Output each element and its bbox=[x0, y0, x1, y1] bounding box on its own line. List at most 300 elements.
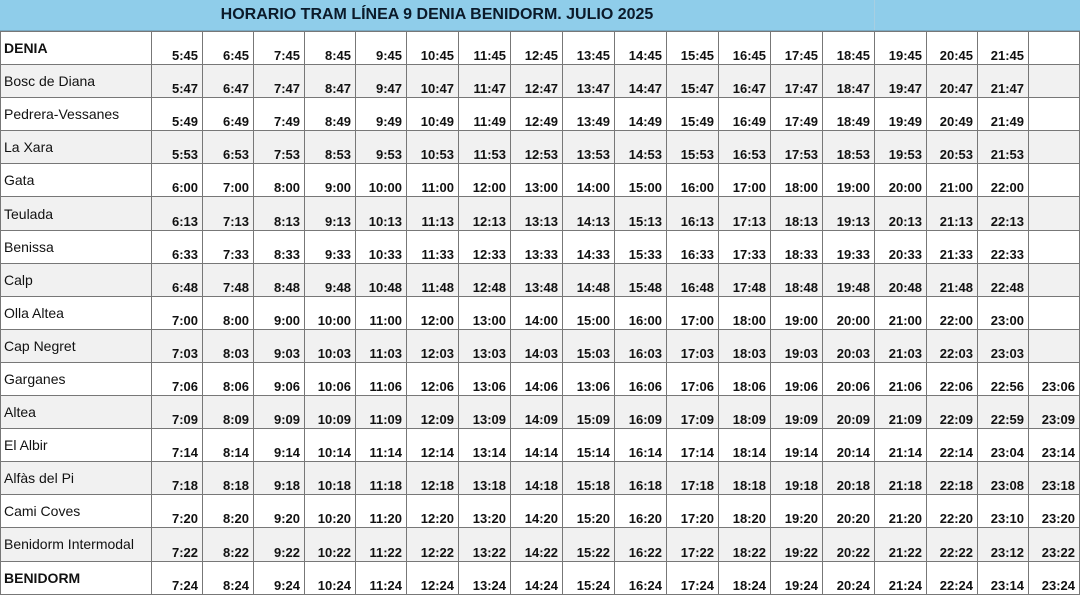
departure-time: 6:53 bbox=[203, 131, 254, 164]
departure-time: 8:45 bbox=[305, 32, 356, 65]
departure-time: 7:00 bbox=[203, 164, 254, 197]
departure-time: 17:14 bbox=[667, 429, 719, 462]
departure-time: 22:22 bbox=[927, 528, 978, 561]
departure-time: 8:47 bbox=[305, 65, 356, 98]
departure-time: 16:49 bbox=[719, 98, 771, 131]
departure-time: 23:00 bbox=[978, 296, 1029, 329]
departure-time: 15:00 bbox=[615, 164, 667, 197]
departure-time: 17:49 bbox=[771, 98, 823, 131]
departure-time: 12:22 bbox=[407, 528, 459, 561]
departure-time: 23:12 bbox=[978, 528, 1029, 561]
departure-time: 22:18 bbox=[927, 462, 978, 495]
departure-time bbox=[1029, 98, 1080, 131]
departure-time: 14:13 bbox=[563, 197, 615, 230]
departure-time: 22:59 bbox=[978, 396, 1029, 429]
departure-time: 12:03 bbox=[407, 329, 459, 362]
departure-time: 17:09 bbox=[667, 396, 719, 429]
departure-time: 12:48 bbox=[459, 263, 511, 296]
departure-time: 9:24 bbox=[254, 561, 305, 594]
departure-time bbox=[1029, 263, 1080, 296]
departure-time: 9:47 bbox=[356, 65, 407, 98]
departure-time: 10:45 bbox=[407, 32, 459, 65]
departure-time: 23:10 bbox=[978, 495, 1029, 528]
stop-name: Benidorm Intermodal bbox=[1, 528, 152, 561]
departure-time: 14:24 bbox=[511, 561, 563, 594]
departure-time: 16:22 bbox=[615, 528, 667, 561]
departure-time: 21:03 bbox=[875, 329, 927, 362]
departure-time: 21:49 bbox=[978, 98, 1029, 131]
departure-time: 23:22 bbox=[1029, 528, 1080, 561]
departure-time: 20:53 bbox=[927, 131, 978, 164]
departure-time: 13:47 bbox=[563, 65, 615, 98]
departure-time: 15:48 bbox=[615, 263, 667, 296]
departure-time: 12:47 bbox=[511, 65, 563, 98]
departure-time: 7:47 bbox=[254, 65, 305, 98]
departure-time: 7:00 bbox=[152, 296, 203, 329]
departure-time: 10:48 bbox=[356, 263, 407, 296]
departure-time: 16:14 bbox=[615, 429, 667, 462]
departure-time: 11:48 bbox=[407, 263, 459, 296]
departure-time: 7:33 bbox=[203, 230, 254, 263]
table-row bbox=[1, 230, 1080, 263]
departure-time bbox=[1029, 131, 1080, 164]
departure-time: 11:00 bbox=[407, 164, 459, 197]
departure-time: 9:06 bbox=[254, 362, 305, 395]
departure-time: 20:49 bbox=[927, 98, 978, 131]
departure-time: 23:03 bbox=[978, 329, 1029, 362]
departure-time: 18:00 bbox=[719, 296, 771, 329]
stop-name: Altea bbox=[1, 396, 152, 429]
departure-time: 14:09 bbox=[511, 396, 563, 429]
departure-time: 7:13 bbox=[203, 197, 254, 230]
departure-time: 15:18 bbox=[563, 462, 615, 495]
departure-time: 11:03 bbox=[356, 329, 407, 362]
departure-time: 16:00 bbox=[667, 164, 719, 197]
departure-time: 21:48 bbox=[927, 263, 978, 296]
departure-time: 5:49 bbox=[152, 98, 203, 131]
departure-time: 7:49 bbox=[254, 98, 305, 131]
page-title: HORARIO TRAM LÍNEA 9 DENIA BENIDORM. JULIO 2025 bbox=[220, 6, 654, 23]
departure-time: 7:22 bbox=[152, 528, 203, 561]
table-row bbox=[1, 561, 1080, 594]
departure-time: 23:14 bbox=[1029, 429, 1080, 462]
departure-time: 22:48 bbox=[978, 263, 1029, 296]
stop-name: El Albir bbox=[1, 429, 152, 462]
departure-time: 5:47 bbox=[152, 65, 203, 98]
departure-time: 12:18 bbox=[407, 462, 459, 495]
departure-time: 20:22 bbox=[823, 528, 875, 561]
departure-time: 8:13 bbox=[254, 197, 305, 230]
departure-time: 21:45 bbox=[978, 32, 1029, 65]
departure-time bbox=[1029, 329, 1080, 362]
departure-time: 6:47 bbox=[203, 65, 254, 98]
departure-time: 9:22 bbox=[254, 528, 305, 561]
departure-time: 14:22 bbox=[511, 528, 563, 561]
departure-time: 12:14 bbox=[407, 429, 459, 462]
departure-time: 9:03 bbox=[254, 329, 305, 362]
departure-time: 16:47 bbox=[719, 65, 771, 98]
table-row bbox=[1, 164, 1080, 197]
departure-time: 10:14 bbox=[305, 429, 356, 462]
departure-time: 5:45 bbox=[152, 32, 203, 65]
departure-time: 17:06 bbox=[667, 362, 719, 395]
departure-time: 18:14 bbox=[719, 429, 771, 462]
departure-time: 11:24 bbox=[356, 561, 407, 594]
departure-time: 21:06 bbox=[875, 362, 927, 395]
departure-time: 13:33 bbox=[511, 230, 563, 263]
departure-time: 14:49 bbox=[615, 98, 667, 131]
departure-time: 13:49 bbox=[563, 98, 615, 131]
departure-time: 10:49 bbox=[407, 98, 459, 131]
departure-time: 13:13 bbox=[511, 197, 563, 230]
departure-time: 13:48 bbox=[511, 263, 563, 296]
departure-time: 15:47 bbox=[667, 65, 719, 98]
departure-time: 16:48 bbox=[667, 263, 719, 296]
departure-time: 12:20 bbox=[407, 495, 459, 528]
table-row bbox=[1, 32, 1080, 65]
departure-time: 16:13 bbox=[667, 197, 719, 230]
departure-time: 22:06 bbox=[927, 362, 978, 395]
departure-time: 10:47 bbox=[407, 65, 459, 98]
departure-time: 18:47 bbox=[823, 65, 875, 98]
departure-time: 21:18 bbox=[875, 462, 927, 495]
departure-time: 11:00 bbox=[356, 296, 407, 329]
departure-time: 12:45 bbox=[511, 32, 563, 65]
departure-time: 16:09 bbox=[615, 396, 667, 429]
stop-name: Cap Negret bbox=[1, 329, 152, 362]
departure-time: 8:14 bbox=[203, 429, 254, 462]
departure-time: 20:00 bbox=[823, 296, 875, 329]
departure-time: 20:18 bbox=[823, 462, 875, 495]
departure-time: 17:18 bbox=[667, 462, 719, 495]
table-row bbox=[1, 98, 1080, 131]
departure-time: 6:48 bbox=[152, 263, 203, 296]
departure-time: 8:18 bbox=[203, 462, 254, 495]
departure-time: 13:22 bbox=[459, 528, 511, 561]
departure-time: 22:13 bbox=[978, 197, 1029, 230]
departure-time: 16:33 bbox=[667, 230, 719, 263]
departure-time: 11:47 bbox=[459, 65, 511, 98]
departure-time: 15:53 bbox=[667, 131, 719, 164]
departure-time: 15:45 bbox=[667, 32, 719, 65]
departure-time: 11:33 bbox=[407, 230, 459, 263]
table-row bbox=[1, 429, 1080, 462]
departure-time: 15:03 bbox=[563, 329, 615, 362]
departure-time bbox=[1029, 197, 1080, 230]
departure-time: 12:09 bbox=[407, 396, 459, 429]
departure-time: 8:49 bbox=[305, 98, 356, 131]
departure-time: 13:20 bbox=[459, 495, 511, 528]
departure-time: 10:06 bbox=[305, 362, 356, 395]
departure-time: 19:20 bbox=[771, 495, 823, 528]
departure-time: 10:09 bbox=[305, 396, 356, 429]
departure-time: 7:20 bbox=[152, 495, 203, 528]
departure-time: 21:13 bbox=[927, 197, 978, 230]
departure-time: 23:20 bbox=[1029, 495, 1080, 528]
departure-time: 23:06 bbox=[1029, 362, 1080, 395]
departure-time: 11:20 bbox=[356, 495, 407, 528]
departure-time: 11:45 bbox=[459, 32, 511, 65]
departure-time bbox=[1029, 32, 1080, 65]
departure-time: 14:45 bbox=[615, 32, 667, 65]
departure-time: 15:22 bbox=[563, 528, 615, 561]
departure-time: 15:09 bbox=[563, 396, 615, 429]
departure-time: 17:00 bbox=[667, 296, 719, 329]
departure-time: 13:03 bbox=[459, 329, 511, 362]
departure-time: 21:53 bbox=[978, 131, 1029, 164]
departure-time: 23:18 bbox=[1029, 462, 1080, 495]
departure-time: 16:00 bbox=[615, 296, 667, 329]
departure-time: 21:22 bbox=[875, 528, 927, 561]
departure-time: 12:00 bbox=[407, 296, 459, 329]
departure-time: 9:09 bbox=[254, 396, 305, 429]
departure-time: 17:00 bbox=[719, 164, 771, 197]
departure-time: 21:20 bbox=[875, 495, 927, 528]
departure-time: 8:06 bbox=[203, 362, 254, 395]
departure-time: 8:20 bbox=[203, 495, 254, 528]
departure-time: 10:13 bbox=[356, 197, 407, 230]
departure-time: 13:45 bbox=[563, 32, 615, 65]
table-row bbox=[1, 263, 1080, 296]
departure-time: 12:49 bbox=[511, 98, 563, 131]
departure-time: 5:53 bbox=[152, 131, 203, 164]
departure-time: 11:22 bbox=[356, 528, 407, 561]
departure-time bbox=[1029, 230, 1080, 263]
departure-time: 23:14 bbox=[978, 561, 1029, 594]
table-row bbox=[1, 65, 1080, 98]
departure-time: 17:53 bbox=[771, 131, 823, 164]
departure-time: 16:20 bbox=[615, 495, 667, 528]
departure-time: 19:45 bbox=[875, 32, 927, 65]
departure-time: 18:00 bbox=[771, 164, 823, 197]
departure-time: 6:45 bbox=[203, 32, 254, 65]
departure-time: 19:22 bbox=[771, 528, 823, 561]
departure-time: 21:00 bbox=[875, 296, 927, 329]
departure-time: 14:00 bbox=[563, 164, 615, 197]
departure-time: 9:13 bbox=[305, 197, 356, 230]
departure-time: 9:53 bbox=[356, 131, 407, 164]
table-row bbox=[1, 528, 1080, 561]
departure-time: 8:00 bbox=[254, 164, 305, 197]
departure-time: 17:47 bbox=[771, 65, 823, 98]
departure-time: 18:48 bbox=[771, 263, 823, 296]
departure-time: 10:03 bbox=[305, 329, 356, 362]
departure-time: 20:09 bbox=[823, 396, 875, 429]
departure-time: 6:49 bbox=[203, 98, 254, 131]
departure-time: 11:06 bbox=[356, 362, 407, 395]
table-row bbox=[1, 462, 1080, 495]
departure-time: 22:09 bbox=[927, 396, 978, 429]
stop-name: Calp bbox=[1, 263, 152, 296]
stop-name: Teulada bbox=[1, 197, 152, 230]
departure-time: 23:08 bbox=[978, 462, 1029, 495]
departure-time: 12:13 bbox=[459, 197, 511, 230]
departure-time: 21:00 bbox=[927, 164, 978, 197]
departure-time: 14:48 bbox=[563, 263, 615, 296]
departure-time: 9:00 bbox=[305, 164, 356, 197]
departure-time: 20:20 bbox=[823, 495, 875, 528]
departure-time: 20:13 bbox=[875, 197, 927, 230]
departure-time: 12:53 bbox=[511, 131, 563, 164]
departure-time: 19:00 bbox=[771, 296, 823, 329]
stop-name: Garganes bbox=[1, 362, 152, 395]
departure-time: 13:00 bbox=[511, 164, 563, 197]
departure-time: 14:20 bbox=[511, 495, 563, 528]
stop-name: Pedrera-Vessanes bbox=[1, 98, 152, 131]
departure-time: 17:22 bbox=[667, 528, 719, 561]
departure-time: 18:22 bbox=[719, 528, 771, 561]
departure-time: 6:13 bbox=[152, 197, 203, 230]
departure-time: 7:45 bbox=[254, 32, 305, 65]
departure-time: 18:45 bbox=[823, 32, 875, 65]
departure-time: 19:18 bbox=[771, 462, 823, 495]
departure-time: 18:20 bbox=[719, 495, 771, 528]
departure-time: 16:24 bbox=[615, 561, 667, 594]
departure-time: 9:14 bbox=[254, 429, 305, 462]
departure-time: 7:14 bbox=[152, 429, 203, 462]
departure-time: 9:20 bbox=[254, 495, 305, 528]
departure-time: 7:48 bbox=[203, 263, 254, 296]
table-row bbox=[1, 362, 1080, 395]
table-row bbox=[1, 131, 1080, 164]
departure-time: 23:09 bbox=[1029, 396, 1080, 429]
departure-time: 20:48 bbox=[875, 263, 927, 296]
departure-time: 21:33 bbox=[927, 230, 978, 263]
departure-time: 15:14 bbox=[563, 429, 615, 462]
departure-time: 21:47 bbox=[978, 65, 1029, 98]
departure-time: 19:47 bbox=[875, 65, 927, 98]
departure-time: 18:49 bbox=[823, 98, 875, 131]
departure-time: 13:00 bbox=[459, 296, 511, 329]
stop-name: Benissa bbox=[1, 230, 152, 263]
title-divider bbox=[874, 0, 875, 30]
departure-time: 14:47 bbox=[615, 65, 667, 98]
departure-time: 7:03 bbox=[152, 329, 203, 362]
departure-time: 10:20 bbox=[305, 495, 356, 528]
departure-time: 19:53 bbox=[875, 131, 927, 164]
departure-time: 22:00 bbox=[927, 296, 978, 329]
departure-time: 14:33 bbox=[563, 230, 615, 263]
table-row bbox=[1, 396, 1080, 429]
departure-time: 20:33 bbox=[875, 230, 927, 263]
stop-name: Cami Coves bbox=[1, 495, 152, 528]
departure-time: 18:53 bbox=[823, 131, 875, 164]
departure-time: 15:33 bbox=[615, 230, 667, 263]
departure-time: 7:18 bbox=[152, 462, 203, 495]
departure-time: 9:45 bbox=[356, 32, 407, 65]
departure-time: 22:00 bbox=[978, 164, 1029, 197]
departure-time: 14:06 bbox=[511, 362, 563, 395]
departure-time: 9:48 bbox=[305, 263, 356, 296]
departure-time: 19:13 bbox=[823, 197, 875, 230]
schedule-body bbox=[1, 32, 1080, 595]
departure-time: 14:00 bbox=[511, 296, 563, 329]
departure-time: 22:20 bbox=[927, 495, 978, 528]
departure-time bbox=[1029, 296, 1080, 329]
departure-time: 20:06 bbox=[823, 362, 875, 395]
departure-time: 12:00 bbox=[459, 164, 511, 197]
departure-time: 15:00 bbox=[563, 296, 615, 329]
departure-time: 20:14 bbox=[823, 429, 875, 462]
departure-time: 17:13 bbox=[719, 197, 771, 230]
departure-time: 20:24 bbox=[823, 561, 875, 594]
departure-time: 16:45 bbox=[719, 32, 771, 65]
departure-time: 11:14 bbox=[356, 429, 407, 462]
departure-time: 7:53 bbox=[254, 131, 305, 164]
departure-time: 21:24 bbox=[875, 561, 927, 594]
departure-time: 19:06 bbox=[771, 362, 823, 395]
table-row bbox=[1, 296, 1080, 329]
departure-time: 12:33 bbox=[459, 230, 511, 263]
departure-time: 14:18 bbox=[511, 462, 563, 495]
departure-time: 10:00 bbox=[356, 164, 407, 197]
departure-time: 10:33 bbox=[356, 230, 407, 263]
departure-time: 17:20 bbox=[667, 495, 719, 528]
departure-time: 21:09 bbox=[875, 396, 927, 429]
departure-time: 15:49 bbox=[667, 98, 719, 131]
table-row bbox=[1, 495, 1080, 528]
departure-time: 13:18 bbox=[459, 462, 511, 495]
departure-time: 18:18 bbox=[719, 462, 771, 495]
departure-time: 8:03 bbox=[203, 329, 254, 362]
departure-time: 18:24 bbox=[719, 561, 771, 594]
title-bar bbox=[0, 0, 1080, 31]
departure-time: 17:48 bbox=[719, 263, 771, 296]
departure-time: 10:00 bbox=[305, 296, 356, 329]
departure-time: 12:06 bbox=[407, 362, 459, 395]
departure-time: 9:00 bbox=[254, 296, 305, 329]
departure-time: 22:14 bbox=[927, 429, 978, 462]
departure-time: 8:24 bbox=[203, 561, 254, 594]
departure-time: 8:53 bbox=[305, 131, 356, 164]
departure-time: 19:33 bbox=[823, 230, 875, 263]
departure-time: 23:04 bbox=[978, 429, 1029, 462]
departure-time: 22:24 bbox=[927, 561, 978, 594]
departure-time: 6:33 bbox=[152, 230, 203, 263]
departure-time: 14:53 bbox=[615, 131, 667, 164]
departure-time: 15:24 bbox=[563, 561, 615, 594]
departure-time: 20:00 bbox=[875, 164, 927, 197]
departure-time: 16:03 bbox=[615, 329, 667, 362]
departure-time: 19:03 bbox=[771, 329, 823, 362]
departure-time: 10:18 bbox=[305, 462, 356, 495]
departure-time: 7:09 bbox=[152, 396, 203, 429]
departure-time: 18:33 bbox=[771, 230, 823, 263]
departure-time: 10:53 bbox=[407, 131, 459, 164]
departure-time: 17:03 bbox=[667, 329, 719, 362]
departure-time: 8:00 bbox=[203, 296, 254, 329]
departure-time: 19:00 bbox=[823, 164, 875, 197]
departure-time: 18:13 bbox=[771, 197, 823, 230]
departure-time: 11:13 bbox=[407, 197, 459, 230]
departure-time: 15:13 bbox=[615, 197, 667, 230]
departure-time: 13:06 bbox=[459, 362, 511, 395]
stop-name: Alfàs del Pi bbox=[1, 462, 152, 495]
departure-time: 13:09 bbox=[459, 396, 511, 429]
departure-time: 19:09 bbox=[771, 396, 823, 429]
departure-time: 20:45 bbox=[927, 32, 978, 65]
schedule-table bbox=[0, 31, 1080, 595]
departure-time: 14:03 bbox=[511, 329, 563, 362]
departure-time: 19:14 bbox=[771, 429, 823, 462]
departure-time: 17:33 bbox=[719, 230, 771, 263]
departure-time: 18:06 bbox=[719, 362, 771, 395]
departure-time: 20:47 bbox=[927, 65, 978, 98]
departure-time: 22:33 bbox=[978, 230, 1029, 263]
departure-time bbox=[1029, 65, 1080, 98]
departure-time: 17:24 bbox=[667, 561, 719, 594]
departure-time: 11:53 bbox=[459, 131, 511, 164]
